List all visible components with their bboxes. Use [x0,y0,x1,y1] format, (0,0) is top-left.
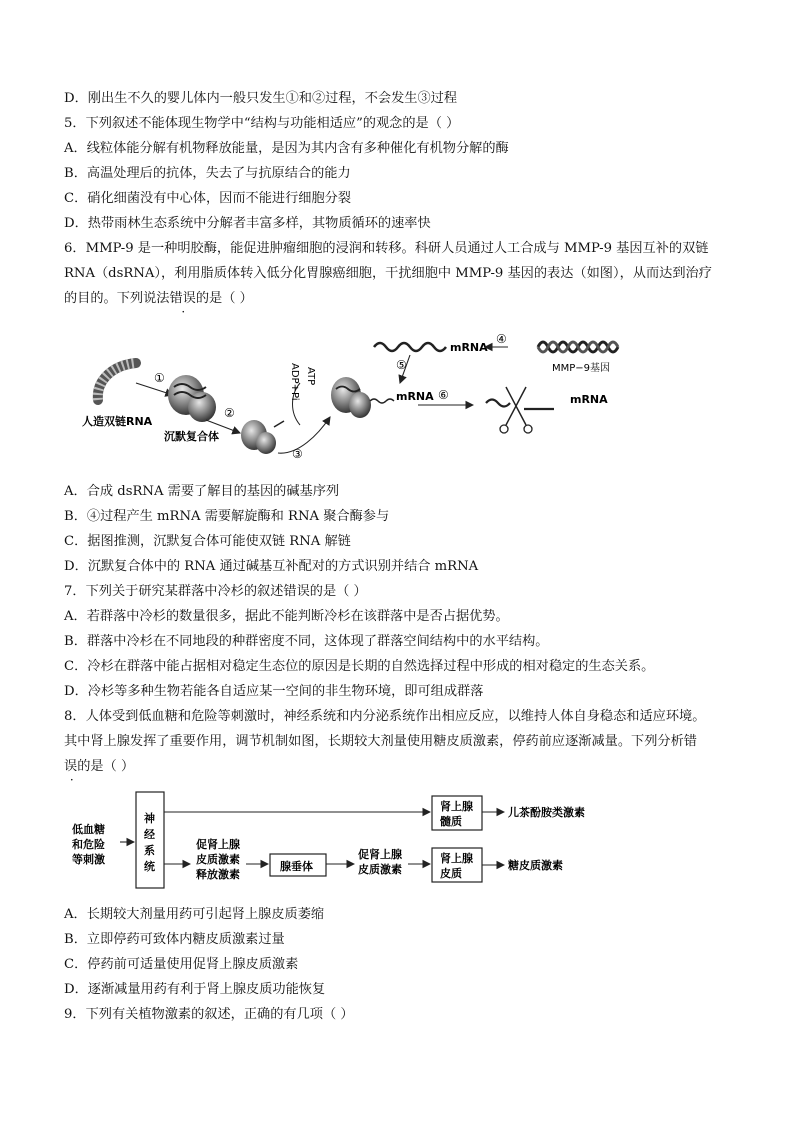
silencing-complex-icon [331,377,394,418]
q5-option-a: A．线粒体能分解有机物释放能量，是因为其内含有多种催化有机物分解的酶 [64,141,509,156]
svg-text:①: ① [154,371,165,385]
svg-text:等刺激: 等刺激 [72,853,105,866]
svg-text:mRNA: mRNA [570,393,608,406]
q6-stem-line1: 6．MMP-9 是一种明胶酶，能促进肿瘤细胞的浸润和转移。科研人员通过人工合成与 MMP-9 基因互补的双链 [64,241,709,256]
emphasis-wrong: 误 [64,759,78,774]
svg-text:经: 经 [144,828,155,841]
label-mmp9-gene: MMP−9基因 [552,363,611,374]
svg-text:腺垂体: 腺垂体 [280,860,313,873]
q8-stem-line3: 误的是（ ） [64,759,135,774]
svg-text:髓质: 髓质 [440,815,462,828]
svg-text:系: 系 [144,844,155,857]
svg-text:皮质: 皮质 [440,867,462,880]
label-silencing-complex: 沉默复合体 [164,430,219,443]
svg-text:⑤: ⑤ [396,358,407,372]
svg-text:③: ③ [292,447,303,461]
svg-text:肾上腺: 肾上腺 [440,800,473,813]
q6-option-c: C．据图推测，沉默复合体可能使双链 RNA 解链 [64,534,351,549]
emphasis-wrong: 错误 [169,291,196,306]
silencing-complex-icon [168,375,216,422]
svg-text:低血糖: 低血糖 [72,823,105,836]
q7-option-d: D．冷杉等多种生物若能各自适应某一空间的非生物环境，即可组成群落 [64,684,484,699]
q8-option-a: A．长期较大剂量用药可引起肾上腺皮质萎缩 [64,907,325,922]
q6-stem-line2: RNA（dsRNA），利用脂质体转入低分化胃腺癌细胞，干扰细胞中 MMP-9 基因的表达（如图），从而达到治疗 [64,266,712,281]
svg-text:肾上腺: 肾上腺 [440,852,473,865]
rnai-diagram [78,325,638,475]
dna-helix-icon [538,342,618,352]
q7-option-b: B．群落中冷杉在不同地段的种群密度不同，这体现了群落空间结构中的水平结构。 [64,634,549,649]
svg-text:释放激素: 释放激素 [196,868,240,881]
svg-text:mRNA: mRNA [396,390,434,403]
q6-stem-line3: 的目的。下列说法错误的是（ ） [64,291,253,306]
q8-stem-line2: 其中肾上腺发挥了重要作用，调节机制如图，长期较大剂量使用糖皮质激素，停药前应逐渐减量。下列分析错 [64,734,697,749]
q5-option-d: D．热带雨林生态系统中分解者丰富多样，其物质循环的速率快 [64,216,431,231]
q5-option-b: B．高温处理后的抗体，失去了与抗原结合的能力 [64,166,351,181]
q7-option-a: A．若群落中冷杉的数量很多，据此不能判断冷杉在该群落中是否占据优势。 [64,609,509,624]
svg-text:糖皮质激素: 糖皮质激素 [508,859,563,872]
adrenal-regulation-diagram [64,790,624,900]
svg-text:④: ④ [496,332,507,346]
svg-text:ATP: ATP [305,367,316,386]
svg-text:儿茶酚胺类激素: 儿茶酚胺类激素 [508,806,585,819]
svg-text:皮质激素: 皮质激素 [358,863,402,876]
dsrna-icon [98,363,136,400]
q7-option-c: C．冷杉在群落中能占据相对稳定生态位的原因是长期的自然选择过程中形成的相对稳定的生态关系。 [64,659,655,674]
q8-option-b: B．立即停药可致体内糖皮质激素过量 [64,932,285,947]
svg-text:神: 神 [144,812,155,825]
q6-option-a: A．合成 dsRNA 需要了解目的基因的碱基序列 [64,484,340,499]
svg-text:②: ② [224,406,235,420]
q9-stem: 9．下列有关植物激素的叙述，正确的有几项（ ） [64,1007,354,1022]
q4-option-d: D．刚出生不久的婴儿体内一般只发生①和②过程，不会发生③过程 [64,91,458,106]
q6-option-d: D．沉默复合体中的 RNA 通过碱基互补配对的方式识别并结合 mRNA [64,559,479,574]
svg-text:促肾上腺: 促肾上腺 [358,848,402,861]
svg-text:促肾上腺: 促肾上腺 [196,838,240,851]
scissors-icon [486,387,554,433]
svg-text:⑥: ⑥ [438,388,449,402]
svg-text:ADP+Pi: ADP+Pi [289,363,300,401]
label-artificial-dsrna: 人造双链RNA [82,415,153,428]
svg-text:统: 统 [144,860,155,873]
svg-text:皮质激素: 皮质激素 [196,853,240,866]
q5-stem: 5．下列叙述不能体现生物学中“结构与功能相适应”的观念的是（ ） [64,116,460,131]
q8-stem-line1: 8．人体受到低血糖和危险等刺激时，神经系统和内分泌系统作出相应反应，以维持人体自身稳态和适应环境。 [64,709,706,724]
q8-option-c: C．停药前可适量使用促肾上腺皮质激素 [64,957,299,972]
q7-stem: 7．下列关于研究某群落中冷杉的叙述错误的是（ ） [64,584,367,599]
svg-text:和危险: 和危险 [72,838,105,851]
q8-option-d: D．逐渐减量用药有利于肾上腺皮质功能恢复 [64,982,326,997]
svg-text:mRNA: mRNA [450,341,488,354]
q6-option-b: B．④过程产生 mRNA 需要解旋酶和 RNA 聚合酶参与 [64,509,390,524]
q5-option-c: C．硝化细菌没有中心体，因而不能进行细胞分裂 [64,191,352,206]
silencing-complex-icon [241,420,284,454]
